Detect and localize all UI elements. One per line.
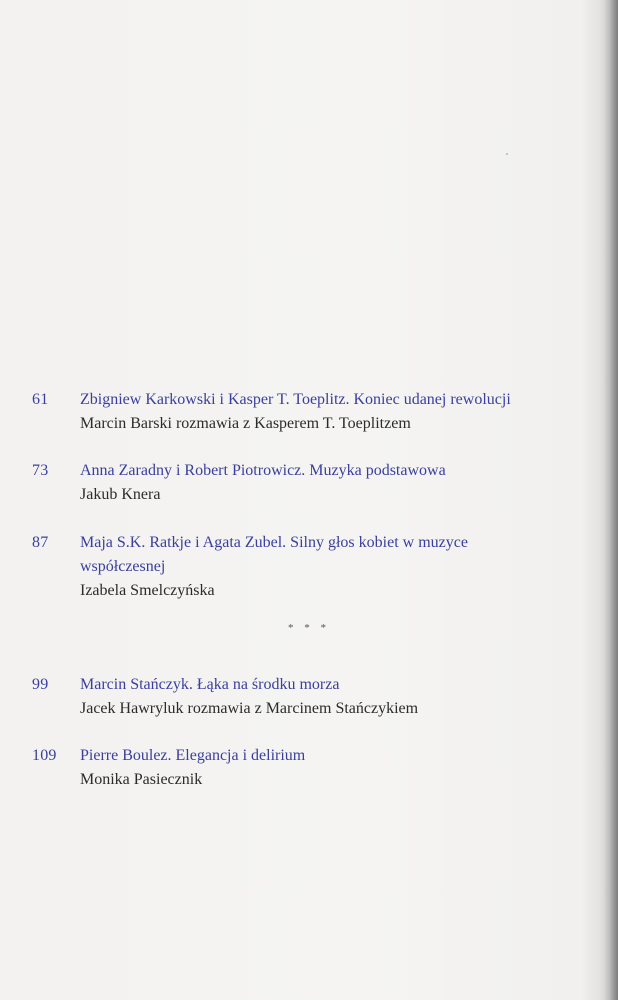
toc-entry-title: Pierre Boulez. Elegancja i delirium	[80, 747, 306, 764]
toc-entry-author: Monika Pasiecznik	[80, 771, 203, 788]
toc-entry-title: Zbigniew Karkowski i Kasper T. Toeplitz. Koniec udanej rewolucji	[80, 391, 511, 408]
toc-entry-body	[80, 459, 550, 507]
toc-entry-author: Izabela Smelczyńska	[80, 582, 215, 599]
toc-entry-body	[80, 673, 550, 721]
toc-page-number: 73	[32, 462, 49, 479]
paper-speck	[506, 153, 508, 155]
toc-entry-body	[80, 388, 550, 436]
toc-entry-title-line-1: Maja S.K. Ratkje i Agata Zubel. Silny głos kobiet w muzyce	[80, 534, 468, 551]
toc-entry-body	[80, 744, 550, 792]
toc-page-number: 99	[32, 676, 49, 693]
toc-entry-author: Marcin Barski rozmawia z Kasperem T. Toeplitzem	[80, 415, 411, 432]
page-binding-edge	[604, 0, 618, 1000]
toc-entry-title: Anna Zaradny i Robert Piotrowicz. Muzyka podstawowa	[80, 462, 446, 479]
toc-page-number: 109	[32, 747, 57, 764]
toc-entry-title: Marcin Stańczyk. Łąka na środku morza	[80, 676, 340, 693]
toc-entry-body	[80, 531, 550, 603]
toc-entry-title-line-2: współczesnej	[80, 558, 166, 575]
toc-entry-author: Jakub Knera	[80, 486, 161, 503]
toc-page-number: 61	[32, 391, 49, 408]
toc-entry-author: Jacek Hawryluk rozmawia z Marcinem Stańczykiem	[80, 700, 419, 717]
section-separator: * * *	[288, 622, 330, 634]
toc-page-number: 87	[32, 534, 49, 551]
